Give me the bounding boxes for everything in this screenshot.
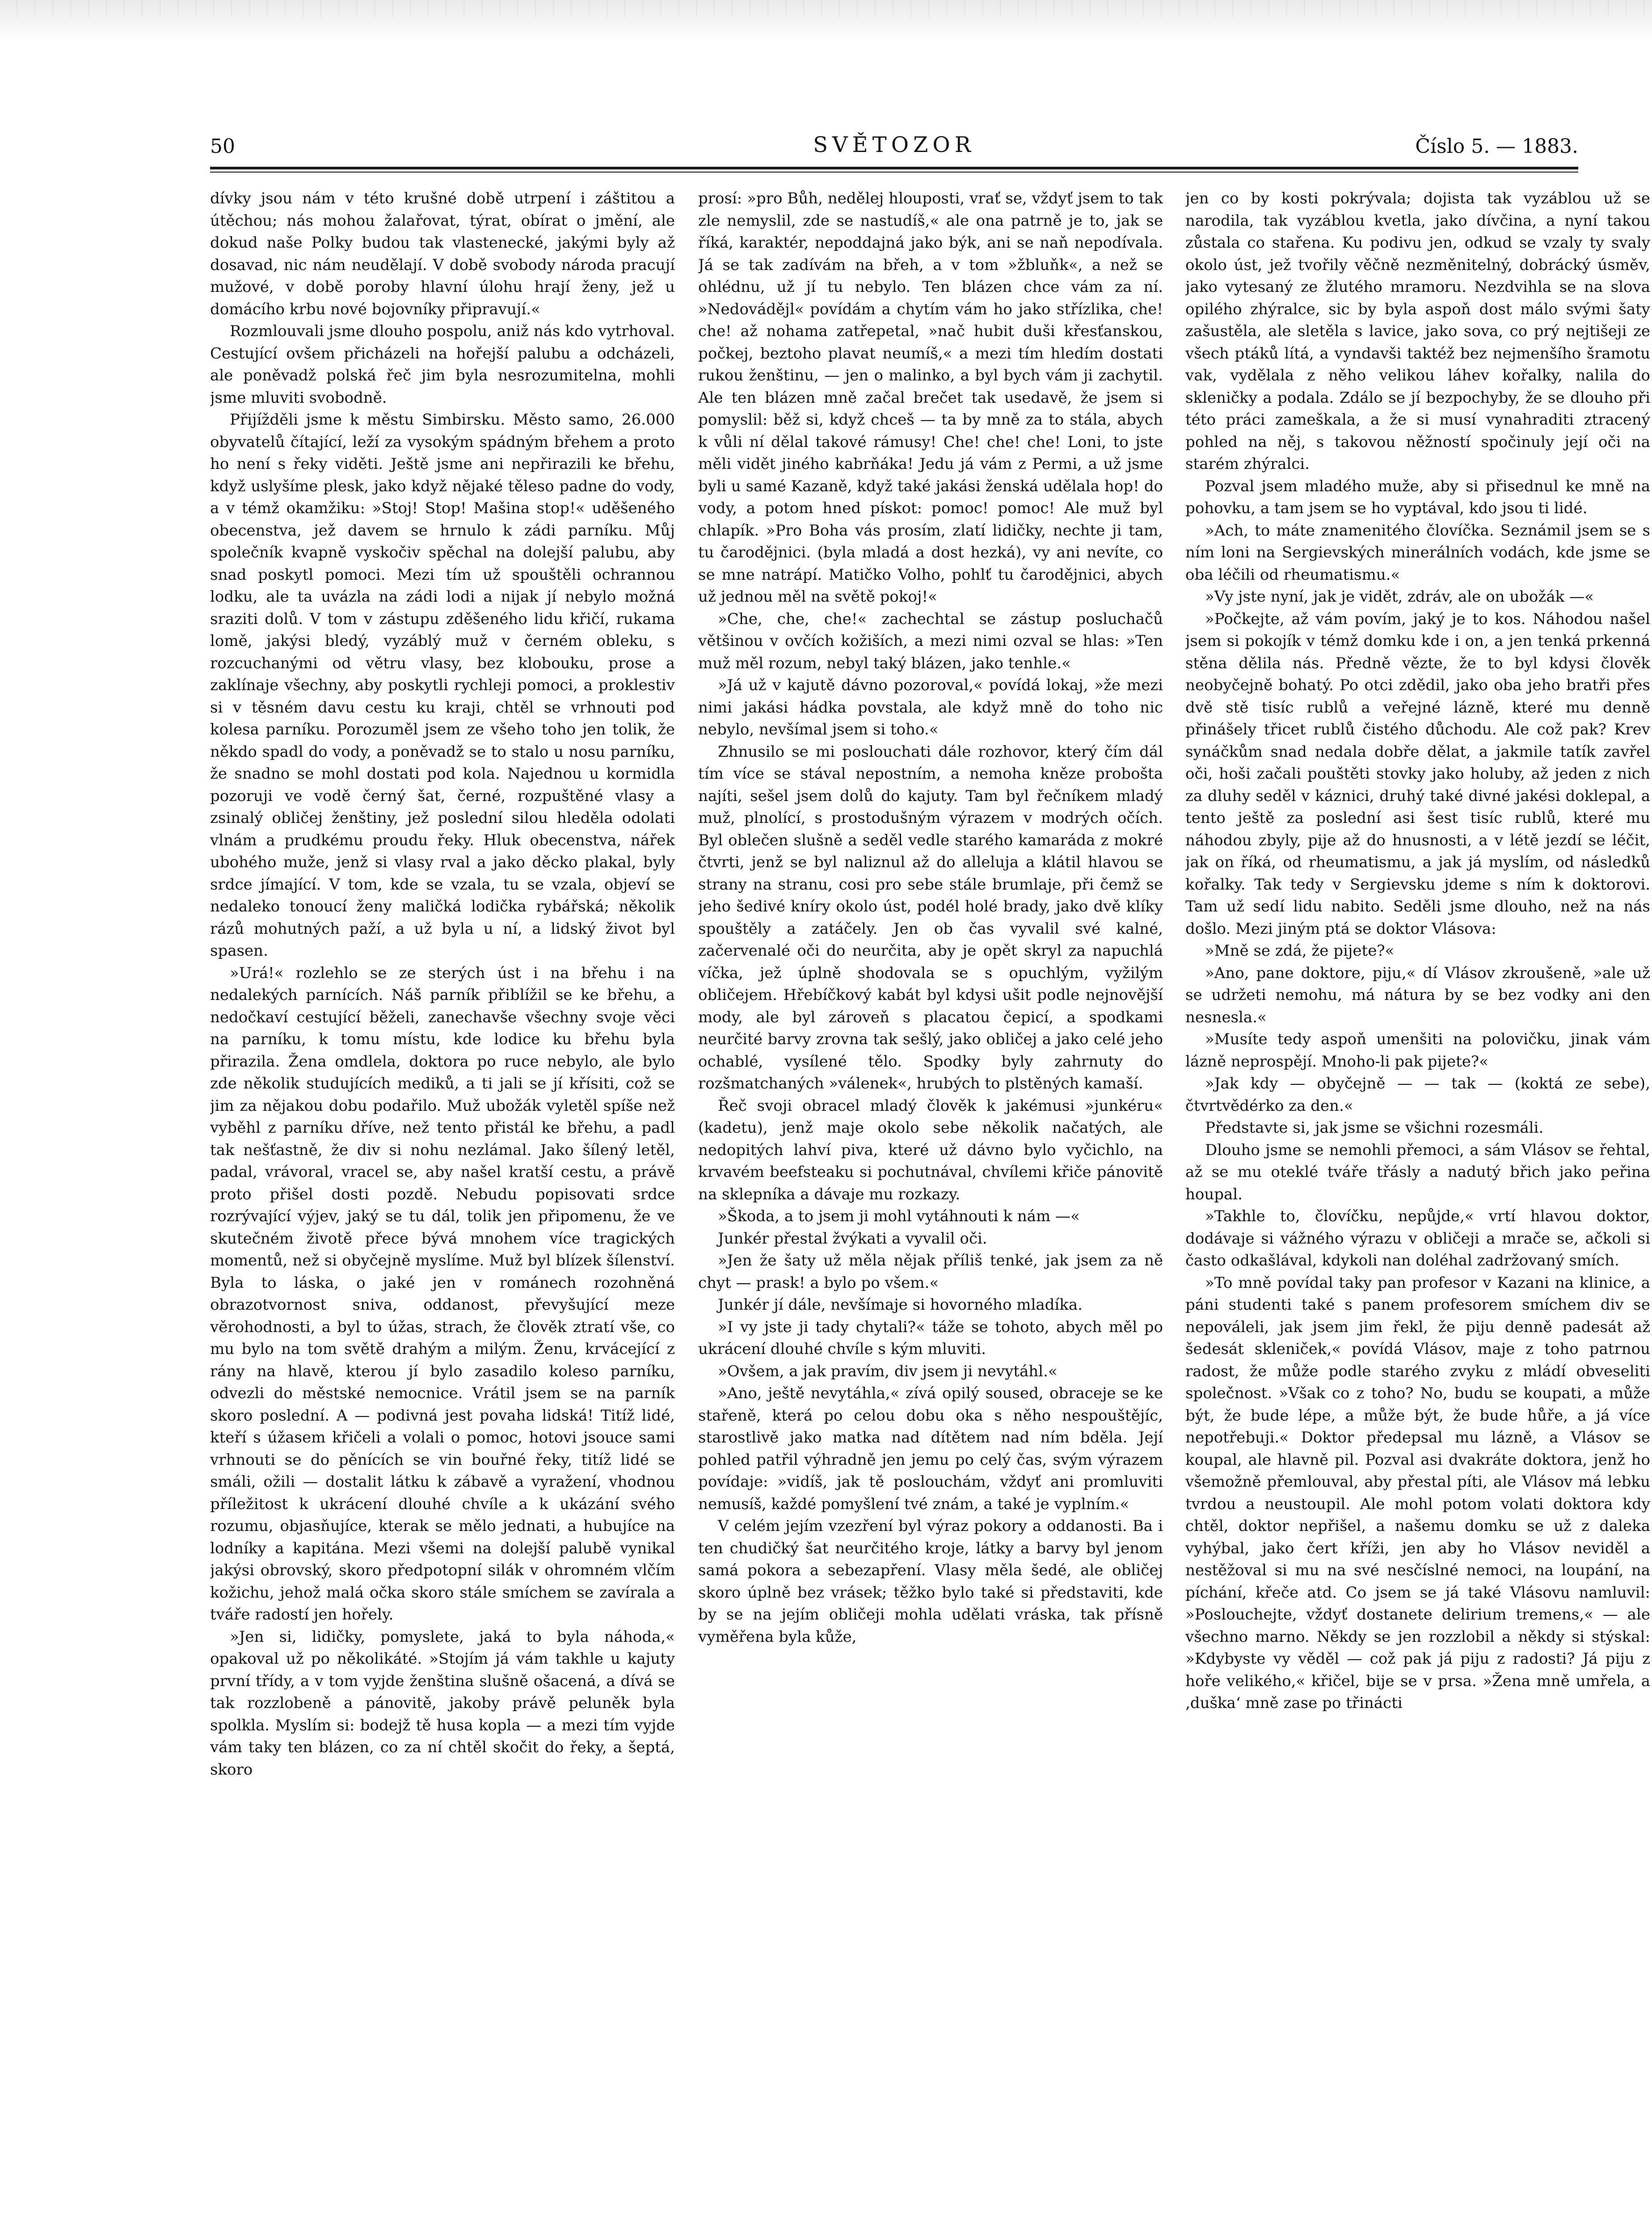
header-rule-thin bbox=[210, 172, 1578, 173]
paragraph: prosí: »pro Bůh, nedělej hlouposti, vrať se, vždyť jsem to tak zle nemyslil, zde se nastudíš,« ale ona patrně je to, jak se říká, karaktér, nepoddajná jako býk, ani se naň nepodívala. Já se tak zadívám na břeh, a v tom »žbluňk«, a než se ohlédnu, už jí tu nebylo. Ten blázen chce vám za ní. »Nedovádějl« povídám a chytím vám ho jako střízlika, che! che! až nohama zatřepetal, »nač hubit duši křesťanskou, počkej, beztoho plavat neumíš,« a mezi tím hledím dostati rukou ženštinu, — jen o malinko, a byl bych vám ji zachytil. Ale ten blázen mně začal brečet tak usedavě, že jsem si pomyslil: běž si, když chceš — ta by mně za to stála, abych k vůli ní dělal takové rámusy! Che! che! che! Loni, to jste měli vidět jiného kabrňáka! Jedu já vám z Permi, a už jsme byli u samé Kazaně, když také jakási ženská udělala hop! do vody, a potom hned pískot: pomoc! pomoc! Ale muž byl chlapík. »Pro Boha vás prosím, zlatí lidičky, nechte ji tam, tu čarodějnici. (byla mladá a dost hezká), vy ani nevíte, co se mne natrápí. Matičko Volho, pohlť tu čarodějnici, abych už jednou měl na světě pokoj!« bbox=[698, 190, 1163, 606]
header-rule bbox=[210, 167, 1578, 169]
paragraph: Rozmlouvali jsme dlouho pospolu, aniž nás kdo vytrhoval. Cestující ovšem přicházeli na hořejší palubu a odcházeli, ale poněvadž polská řeč jim byla nesrozumitelna, mohli jsme mluviti svobodně. bbox=[210, 322, 675, 407]
paragraph: »Ano, ještě nevytáhla,« zívá opilý soused, obraceje se ke stařeně, která po celou dobu oka s něho nespouštějíc, starostlivě jako matka nad dítětem nad ním bděla. Její pohled patřil výhradně jen jemu po celý čas, svým výrazem povídaje: »vidíš, jak tě poslouchám, vždyť ani promluviti nemusíš, každé pomyšlení tvé znám, a také je vyplním.« bbox=[698, 1384, 1163, 1513]
paragraph: Přijížděli jsme k městu Simbirsku. Město samo, 26.000 obyvatelů čítající, leží za vysokým spádným břehem a proto ho není s řeky viděti. Ještě jsme ani nepřirazili ke břehu, když uslyšíme plesk, jako když nějaké těleso padne do vody, a v témž okamžiku: »Stoj! Stop! Mašina stop!« uděšeného obecenstva, jež davem se hrnulo k zádi parníku. Můj společník kvapně vyskočiv spěchal na dolejší palubu, aby snad poskytl pomoci. Mezi tím už spouštěli ochrannou lodku, ale ta uvázla na zádi lodi a nijak jí nebylo možná sraziti dolů. V tom v zástupu zděšeného lidu křičí, rukama lomě, jakýsi bledý, vyzáblý muž v černém obleku, s rozcuchanými od větru vlasy, bez klobouku, prose a zaklínaje všechny, aby poskytli rychleji pomoci, a proklestiv si v těsném davu cestu ku kraji, chtěl se vrhnouti pod kolesa parníku. Porozuměl jsem ze všeho toho jen tolik, že někdo spadl do vody, a poněvadž se to stalo u nosu parníku, že snadno se mohl dostati pod kola. Najednou u kormidla pozoruji ve vodě černý šat, černé, rozpuštěné vlasy a zsinalý obličej ženštiny, jež poslední silou hleděla odolati vlnám a prudkému proudu řeky. Hluk obecenstva, nářek ubohého muže, jenž si vlasy rval a jako děcko plakal, byly srdce jímající. V tom, kde se vzala, tu se vzala, objeví se nedaleko tonoucí ženy maličká lodička rybářská; několik rázů mohutných paží, a už byla u ní, a lidský život byl spasen. bbox=[210, 411, 675, 960]
paragraph: Junkér přestal žvýkati a vyvalil oči. bbox=[718, 1229, 987, 1248]
paragraph: »Mně se zdá, že pijete?« bbox=[1205, 942, 1395, 960]
paragraph: »Ano, pane doktore, piju,« dí Vlásov zkroušeně, »ale už se udržeti nemohu, má nátura by se bez vodky ani den nesnesla.« bbox=[1185, 964, 1650, 1026]
magazine-title: SVĚTOZOR bbox=[813, 132, 975, 157]
paragraph: »Ovšem, a jak pravím, div jsem ji nevytáhl.« bbox=[718, 1362, 1058, 1380]
paragraph: »Takhle to, človíčku, nepůjde,« vrtí hlavou doktor, dodávaje si vážného výrazu v obličeji a mrače se, ačkoli si často odkašlával, kdykoli nan doléhal zadržovaný smích. bbox=[1185, 1207, 1650, 1269]
paragraph: »Já už v kajutě dávno pozoroval,« povídá lokaj, »že mezi nimi jakási hádka povstala, ale když mně do toho nic nebylo, nevšímal jsem si toho.« bbox=[698, 676, 1163, 738]
paragraph: Řeč svoji obracel mladý člověk k jakémusi »junkéru« (kadetu), jenž maje okolo sebe několik načatých, ale nedopitých lahví piva, které už dávno bylo vyčichlo, na krvavém beefsteaku si pochutnával, chvílemi křiče pánovitě na sklepníka a dávaje mu rozkazy. bbox=[698, 1096, 1163, 1203]
paragraph: Dlouho jsme se nemohli přemoci, a sám Vlásov se řehtal, až se mu oteklé tváře třásly a nadutý břich jako peřina houpal. bbox=[1185, 1141, 1650, 1203]
paragraph: »Jak kdy — obyčejně — — tak — (koktá ze sebe), čtvrtvědérko za den.« bbox=[1185, 1075, 1650, 1115]
running-header bbox=[210, 131, 1578, 162]
paragraph: Představte si, jak jsme se všichni rozesmáli. bbox=[1205, 1119, 1544, 1137]
scan-edge-noise bbox=[0, 0, 1652, 18]
paragraph: »Ach, to máte znamenitého človíčka. Seznámil jsem se s ním loni na Sergievských minerálních vodách, kde jsme se oba léčili od rheumatismu.« bbox=[1185, 521, 1650, 584]
issue-info: Číslo 5. — 1883. bbox=[1415, 135, 1578, 158]
paragraph: Zhnusilo se mi poslouchati dále rozhovor, který čím dál tím více se stával nepostním, a nemoha kněze probošta najíti, sešel jsem dolů do kajuty. Tam byl řečníkem mladý muž, plnolící, s prostodušným výrazem v modrých očích. Byl oblečen slušně a seděl vedle starého kamaráda z mokré čtvrti, jenž se byl naliznul až do alleluja a klátil hlavou se strany na stranu, cosi pro sebe stále brumlaje, při čemž se jeho šedivé kníry okolo úst, podél holé brady, jako dvě klíky spouštěly a zatáčely. Jen ob čas vyvalil své kalné, začervenalé oči do neurčita, aby je opět skryl za napuchlá víčka, jež úplně shodovala se s opuchlým, vyžilým obličejem. Hřebíčkový kabát byl kdysi ušit podle nejnovější mody, ale byl zároveň s placatou čepicí, a spodkami neurčité barvy zrovna tak sešlý, jako obličej a jako celé jeho ochablé, vysílené tělo. Spodky byly zahrnuty do rozšmatchaných »válenek«, hrubých to plstěných kamaší. bbox=[698, 742, 1163, 1092]
text-column-3 bbox=[1185, 188, 1650, 2208]
paragraph: »To mně povídal taky pan profesor v Kazani na klinice, a páni studenti také s panem profesorem smíchem div se nepováleli, jak jsem jim řekl, že piju denně padesát až šedesát skleniček,« povídá Vlásov, maje z toho patrnou radost, že může podle starého zvyku z mládí obveseliti společnost. »Však co z toho? No, budu se koupati, a může být, že bude lépe, a může být, že bude hůře, a já více nepotřebuji.« Doktor předepsal mu lázně, a Vlásov se koupal, ale hlavně pil. Pozval asi dvakráte doktora, jenž ho všemožně přemlouval, aby přestal píti, ale Vlásov má lebku tvrdou a neustoupil. Ale mohl potom volati doktora kdy chtěl, doktor nepřišel, a našemu domku se už z daleka vyhýbal, jako čert kříži, jen aby ho Vlásov neviděl a nestěžoval si mu na své nesčíslné nemoci, na loupání, na píchání, křeče atd. Co jsem se já také Vlásovu namluvil: »Poslouchejte, vždyť dostanete delirium tremens,« — ale všechno marno. Někdy se jen rozzlobil a někdy si stýskal: »Kdybyste vy věděl — což pak já piju z radosti? Já piju z hoře velikého,« křičel, bije se v prsa. »Žena mně umřela, a ‚duška‘ mně zase po třinácti bbox=[1185, 1274, 1650, 1712]
paragraph: Junkér jí dále, nevšímaje si hovorného mladíka. bbox=[718, 1296, 1083, 1314]
paragraph: »I vy jste ji tady chytali?« táže se tohoto, abych měl po ukrácení dlouhé chvíle s kým mluviti. bbox=[698, 1318, 1163, 1358]
paragraph: Pozval jsem mladého muže, aby si přisednul ke mně na pohovku, a tam jsem se ho vyptával, kdo jsou ti lidé. bbox=[1185, 477, 1650, 517]
paragraph: »Škoda, a to jsem ji mohl vytáhnouti k nám —« bbox=[718, 1207, 1080, 1225]
paragraph: »Urá!« rozlehlo se ze sterých úst i na břehu i na nedalekých parnících. Náš parník přiblížil se ke břehu, a nedočkaví cestující běželi, zanechavše všechny svoje věci na parníku, k tomu místu, kde lodice ku břehu byla přirazila. Žena omdlela, doktora po ruce nebylo, ale bylo zde několik studujících mediků, a ti jali se jí křísiti, což se jim za nějakou dobu podařilo. Muž ubožák vyletěl spíše než vyběhl z parníku dříve, než tento přistál ke břehu, a padl tak nešťastně, že div si nohu nezlámal. Jako šílený letěl, padal, vrávoral, vracel se, aby našel kratší cestu, a právě proto přišel dosti pozdě. Nebudu popisovati srdce rozrývající výjev, jaký se tu dál, tolik jen připomenu, že ve skutečném životě přece bývá mnohem více tragických momentů, než si obyčejně myslíme. Muž byl blízek šílenství. Byla to láska, o jaké jen v románech rozohněná obrazotvornost sniva, oddanost, převyšující meze věrohodnosti, a byl to úžas, strach, že člověk ztratí vše, co mu bylo na tom světě drahým a milým. Ženu, krvácející z rány na hlavě, kterou jí bylo zasadilo koleso parníku, odvezli do městské nemocnice. Vrátil jsem se na parník skoro poslední. A — podivná jest povaha lidská! Titíž lidé, kteří s úžasem křičeli a volali o pomoc, hotovi jsouce sami vrhnouti se do pěnících se vin bouřné řeky, titíž lidé se smáli, ožili — dostalit látku k zábavě a vyražení, vhodnou příležitost k ukrácení dlouhé chvíle a k ukázání svého rozumu, objasňujíce, kterak se mělo jednati, a hubujíce na lodníky a kapitána. Mezi všemi na dolejší palubě vynikal jakýsi obrovský, skoro předpotopní silák v ohromném vlčím kožichu, jehož malá očka skoro stále smíchem se zavírala a tváře radostí jen hořely. bbox=[210, 964, 675, 1624]
text-column-1 bbox=[210, 188, 675, 2208]
paragraph: »Počkejte, až vám povím, jaký je to kos. Náhodou našel jsem si pokojík v témž domku kde i on, a jen tenká prkenná stěna dělila nás. Předně vězte, že to byl kdysi člověk neobyčejně bohatý. Po otci zdědil, jako oba jeho bratři přes dvě stě tisíc rublů a veřejné lázně, které mu denně přinášely třicet rublů čistého důchodu. Ale což pak? Krev synáčkům snad nedala dobře dělat, a jakmile tatík zavřel oči, hoši začali pouštěti stovky jako holuby, až jeden z nich za dluhy seděl v káznici, druhý také divné jakési doklepal, a tento ještě za poslední asi šest tisíc rublů, které mu náhodou zbyly, pije až do hnusnosti, a v létě jezdí se léčit, jak on říká, od rheumatismu, a jak já myslím, od následků kořalky. Tak tedy v Sergievsku jdeme s ním k doktorovi. Tam už sedí lidu nabito. Seděli jsme dlouho, než na nás došlo. Mezi jiným ptá se doktor Vlásova: bbox=[1185, 610, 1650, 938]
text-column-2 bbox=[698, 188, 1163, 2208]
paragraph: dívky jsou nám v této krušné době utrpení i záštitou a útěchou; nás mohou žalařovat, týrat, obírat o jmění, ale dokud naše Polky budou tak vlastenecké, jakými byly až dosavad, nic nám neudělají. V době svobody národa pracují mužové, v době poroby hlavní úlohu hrají ženy, jež u domácího krbu nové bojovníky připravují.« bbox=[210, 190, 675, 318]
paragraph: V celém jejím vzezření byl výraz pokory a oddanosti. Ba i ten chudičký šat neurčitého kroje, látky a barvy byl jenom samá pokora a sebezapření. Vlasy měla šedé, ale obličej skoro úplně bez vrásek; těžko bylo také si představiti, kde by se na jejím obličeji mohla udělati vráska, tak přísně vyměřena byla kůže, bbox=[698, 1517, 1163, 1646]
paragraph: »Musíte tedy aspoň umenšiti na polovičku, jinak vám lázně neprospějí. Mnoho-li pak pijete?« bbox=[1185, 1030, 1650, 1071]
paragraph: »Vy jste nyní, jak je vidět, zdráv, ale on ubožák —« bbox=[1205, 588, 1594, 606]
paragraph: »Jen že šaty už měla nějak příliš tenké, jak jsem za ně chyt — prask! a bylo po všem.« bbox=[698, 1252, 1163, 1292]
paragraph: »Jen si, lidičky, pomyslete, jaká to byla náhoda,« opakoval už po několikáté. »Stojím já vám takhle u kajuty první třídy, a v tom vyjde ženština slušně ošacená, a dívá se tak rozzlobeně a pánovitě, jakoby právě peluněk byla spolkla. Myslím si: bodejž tě husa kopla — a mezi tím vyjde vám taky ten blázen, co za ní chtěl skočit do řeky, a šeptá, skoro bbox=[210, 1628, 675, 1779]
page-number: 50 bbox=[210, 135, 235, 158]
paragraph: »Che, che, che!« zachechtal se zástup posluchačů většinou v ovčích kožiších, a mezi nimi ozval se hlas: »Ten muž měl rozum, nebyl taký blázen, jako tenhle.« bbox=[698, 610, 1163, 672]
paragraph: jen co by kosti pokrývala; dojista tak vyzáblou už se narodila, tak vyzáblou kvetla, jako dívčina, a nyní takou zůstala co stařena. Ku podivu jen, odkud se vzaly ty svaly okolo úst, jež tvořily věčně nezměnitelný, dobrácký úsměv, jako vytesaný ze žlutého mramoru. Nezdvihla se na slova opilého zhýralce, sic by byla aspoň dost málo svými šaty zašustěla, ale sletěla s lavice, jako sova, co prý nejtišeji ze všech ptáků lítá, a vyndavši taktéž bez nejmenšího šramotu vak, vydělala z něho velikou láhev kořalky, nalila do skleničky a podala. Zdálo se jí bezpochyby, že se dlouho při této práci zameškala, a že si musí vynahraditi ztracený pohled na něj, s takovou něžností spočinuly její oči na starém zhýralci. bbox=[1185, 190, 1650, 473]
